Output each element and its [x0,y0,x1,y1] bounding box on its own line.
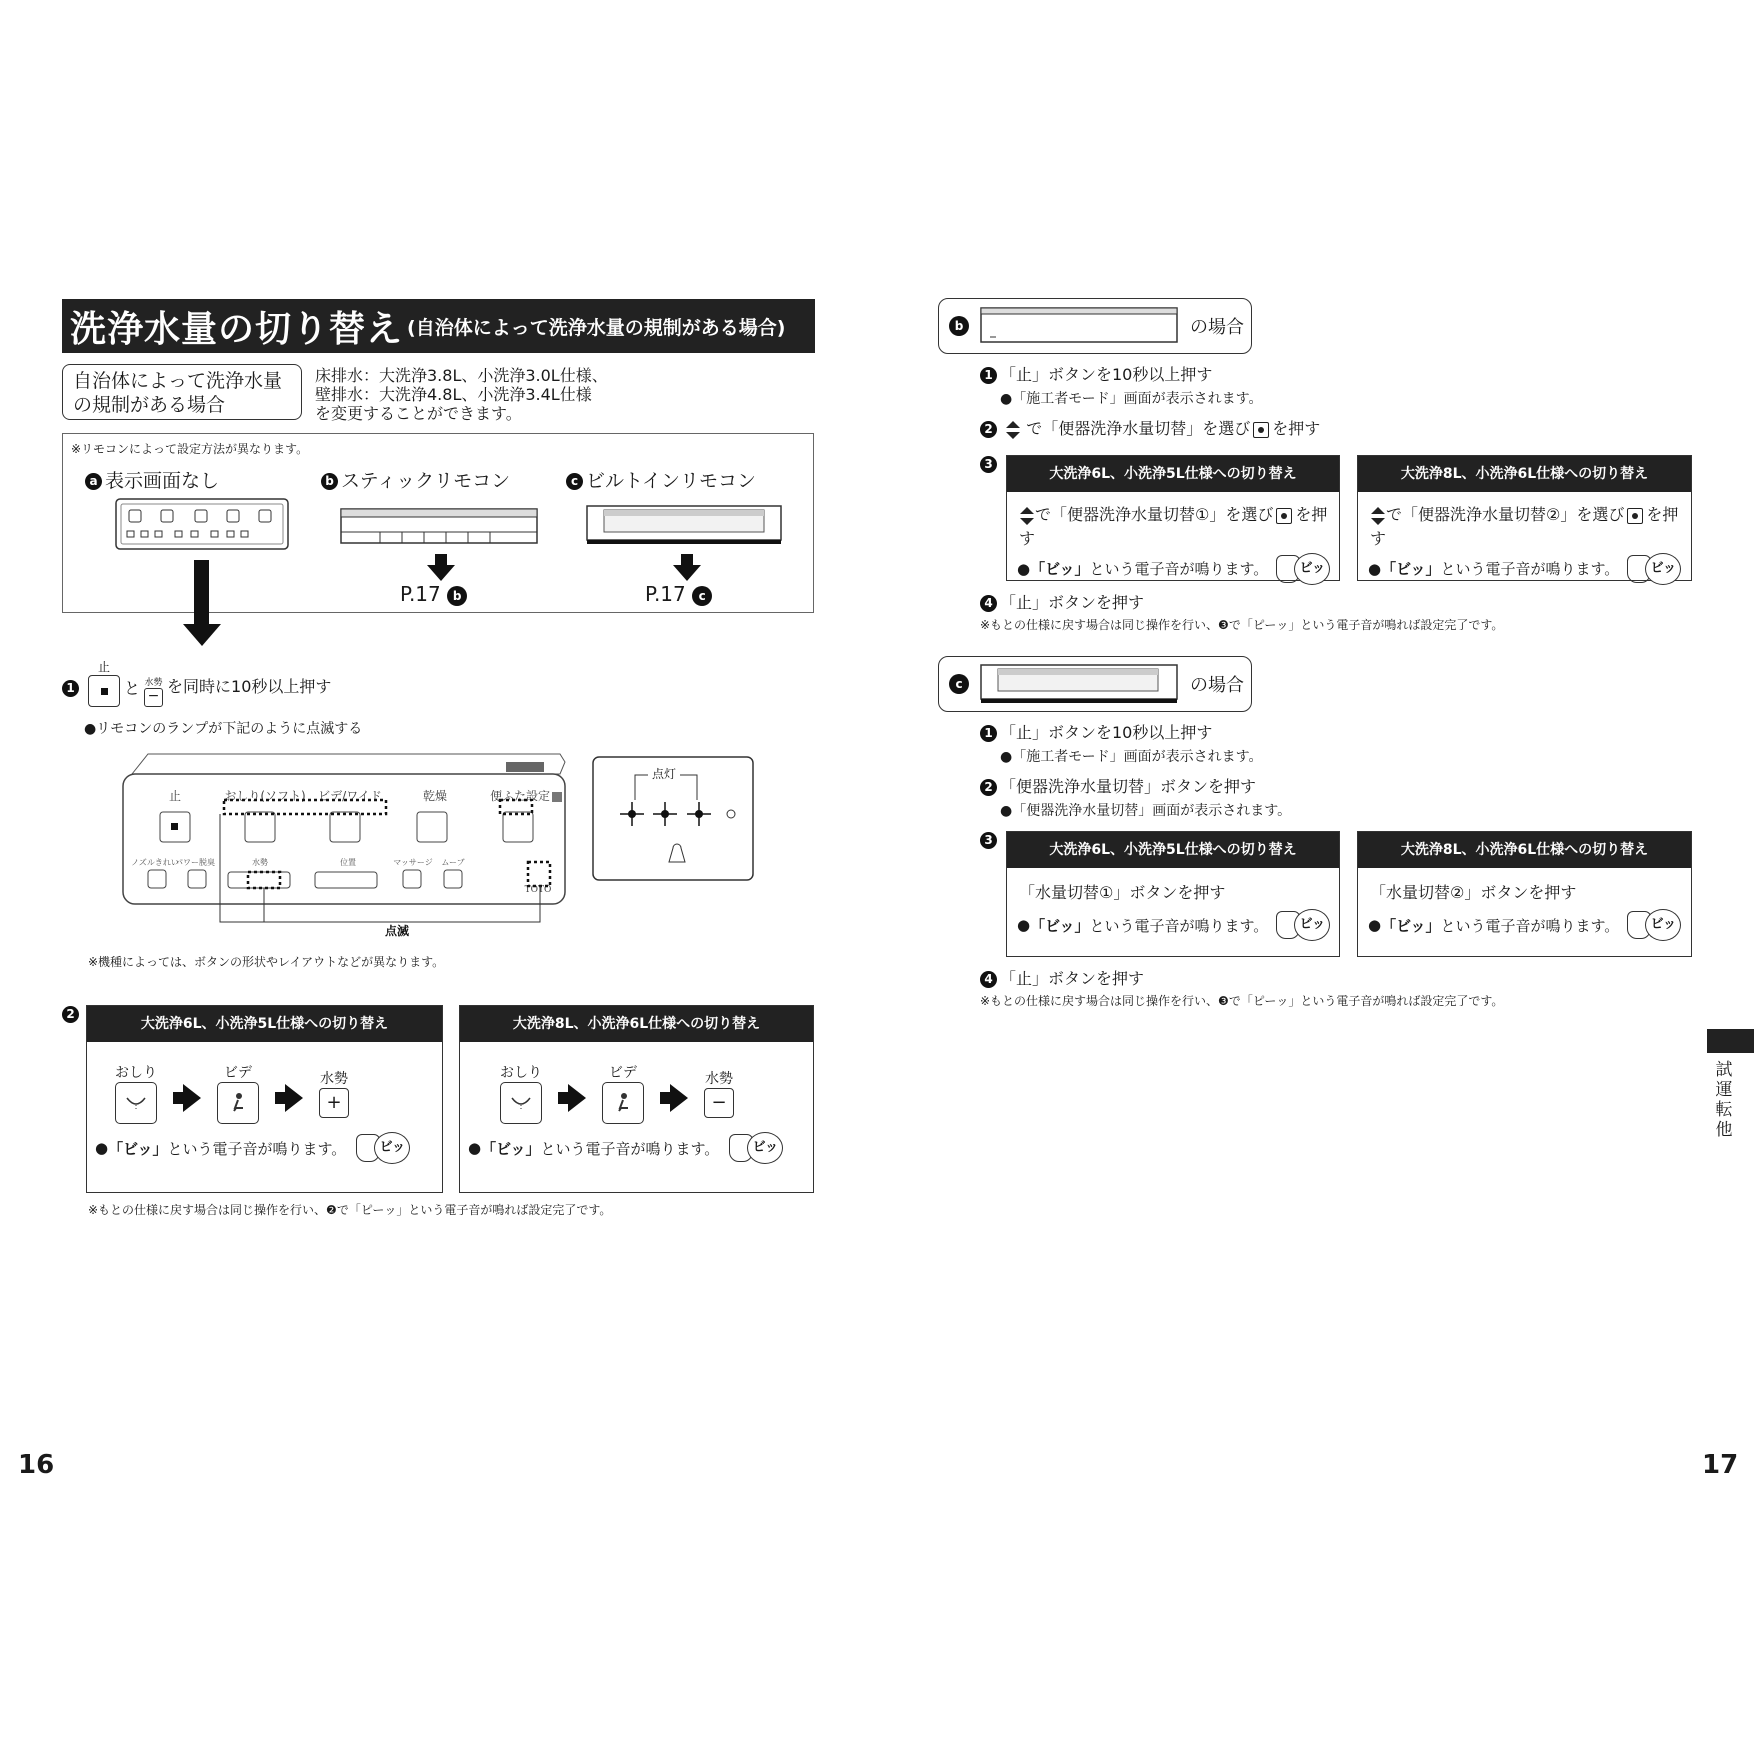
stick-remote-icon [980,307,1180,345]
step1-row [62,658,331,707]
sound-name: 「ビッ」 [1381,560,1441,578]
side-tab-marker [1707,1029,1754,1053]
seq-label: 水勢 [705,1071,733,1087]
stop-button-ref [88,658,120,707]
minus-icon: − [144,688,163,707]
badge-a: a [85,473,102,490]
sound-name: 「ビッ」 [481,1139,541,1158]
right-arrow-icon [660,1084,688,1112]
page-title: 洗浄水量の切り替え [70,308,404,350]
step-number-badge: 1 [980,367,997,384]
badge-c: c [692,586,712,606]
sound-icon: ビッ [1627,553,1681,585]
step-number-badge: 2 [980,779,997,796]
remote-type-a [85,466,219,493]
seq-step [319,1068,349,1124]
and-text: と [124,679,141,698]
stop-label: 止 [97,660,110,674]
right-arrow-icon [275,1084,303,1112]
remote-type-b [321,466,510,493]
section-c-steps [980,722,1291,822]
side-tab-char: 転 [1715,1100,1733,1120]
badge-c: c [949,674,969,694]
section-c-box-1 [1006,831,1340,957]
stop-square-icon [88,675,120,707]
box-bullet: ● 「ビッ」 という電子音が鳴ります。 ビッ [1007,549,1339,585]
right-arrow-icon [173,1084,201,1112]
minus-icon: − [704,1088,734,1118]
condition-lines [315,366,608,423]
side-tab-char: 他 [1715,1120,1733,1140]
sound-icon: ビッ [1276,553,1330,585]
remote-c-image [586,504,784,548]
section-c-note: ※もとの仕様に戻す場合は同じ操作を行い、❸で「ピーッ」という電子音が鳴れば設定完了です。 [980,994,1504,1008]
side-tab-label[interactable] [1712,1060,1736,1140]
section-c-box-2 [1357,831,1692,957]
down-arrow-icon [427,565,455,581]
seq-step [704,1068,734,1124]
remote-label: 止 [168,789,182,803]
step-number-badge: 4 [980,971,997,988]
step-row [980,418,1320,440]
section-b-box-2 [1357,455,1692,581]
box-line-text: で「便器洗浄水量切替①」を選び [1035,505,1274,524]
seq-label: ビデ [609,1065,637,1081]
remote-illustration [120,752,760,937]
sequence-row [87,1042,442,1124]
seq-step [602,1062,644,1124]
bullet-dot: ● [468,1139,482,1157]
enter-button-icon [1253,422,1269,438]
condition-line: を変更することができます。 [315,404,522,423]
enter-button-icon [1627,508,1643,524]
box-bullet [460,1124,813,1164]
model-note: ※機種によっては、ボタンの形状やレイアウトなどが異なります。 [88,955,445,969]
section-c-step4 [980,966,1144,989]
condition-line: 床排水：大洗浄3.8L、小洗浄3.0L仕様、 [315,366,608,385]
oshiri-icon [500,1082,542,1124]
bidet-icon [602,1082,644,1124]
condition-label-box [62,364,302,420]
badge-b: b [321,473,338,490]
badge-b: b [949,316,969,336]
step1-text: を同時に10秒以上押す [167,677,332,696]
page-subtitle: (自治体によって洗浄水量の規制がある場合) [407,316,786,339]
section-suffix: の場合 [1190,317,1244,338]
section-c-header [938,656,1252,712]
remote-label: おしり(ソフト) [224,789,306,803]
remote-label: 乾燥 [422,789,448,803]
bidet-icon [217,1082,259,1124]
page-number-left: 16 [18,1450,55,1480]
condition-label: 自治体によって洗浄水量の規制がある場合 [73,370,283,416]
remote-type-label: ビルトインリモコン [586,470,757,492]
remote-type-label: スティックリモコン [341,470,511,492]
seq-label: おしり [115,1065,157,1081]
sound-icon: ビッ [1627,909,1681,941]
page-ref-text: P.17 [400,582,441,606]
step-number-badge: 3 [980,456,997,473]
sound-name: 「ビッ」 [1381,916,1441,935]
condition-line: 壁排水：大洗浄4.8L、小洗浄3.4L仕様 [315,385,592,404]
remote-small-label: ノズルきれい [131,858,179,867]
seq-step [217,1062,259,1124]
step1-bullet: ●リモコンのランプが下記のように点滅する [84,721,363,737]
remote-b-image [340,508,540,548]
box-header: 大洗浄8L、小洗浄6L仕様への切り替え [1358,456,1691,492]
step-bullet: ●「施工者モード」画面が表示されます。 [1000,391,1263,407]
up-down-icon [1370,506,1386,526]
page-title-bar [62,299,815,353]
step-number-badge: 3 [980,832,997,849]
remote-type-label: 表示画面なし [105,470,220,492]
water-button-ref [144,675,163,707]
step-row [980,722,1291,744]
seq-label: おしり [500,1065,542,1081]
seq-label: ビデ [224,1065,252,1081]
box-line-text: を押す [1019,505,1328,548]
section-b-step4 [980,590,1144,613]
blink-label: 点滅 [384,924,410,937]
builtin-remote-icon [980,663,1180,705]
step-number-badge: 2 [62,1006,79,1023]
box-line-text: で「便器洗浄水量切替②」を選び [1386,505,1625,524]
box-line [1007,492,1339,549]
bullet-text: という電子音が鳴ります。 [1440,916,1620,935]
section-b-note: ※もとの仕様に戻す場合は同じ操作を行い、❸で「ピーッ」という電子音が鳴れば設定完了です。 [980,618,1504,632]
sound-name: 「ビッ」 [1030,560,1090,578]
box-header: 大洗浄6L、小洗浄5L仕様への切り替え [1007,456,1339,492]
page-ref-text: P.17 [645,582,686,606]
sound-icon: ビッ [729,1132,783,1164]
box-line-text: を押す [1370,505,1679,548]
remote-label: 便ふた設定 [489,789,551,803]
remote-label: ビデ/ワイド [318,789,382,803]
section-b-steps [980,364,1320,440]
box-bullet: ● 「ビッ」 という電子音が鳴ります。 ビッ [1358,549,1691,585]
remote-a-image [115,498,290,552]
box-header: 大洗浄6L、小洗浄5L仕様への切り替え [87,1006,442,1042]
step-text: を押す [1272,419,1321,438]
step-number-badge: 1 [62,680,79,697]
step-text: 「止」ボタンを押す [1000,969,1145,988]
arrow-stem [194,560,209,625]
bullet-text: という電子音が鳴ります。 [540,1139,720,1158]
up-down-icon [1005,420,1021,440]
up-down-icon [1019,506,1035,526]
step-row [980,364,1320,386]
step-bullet: ●「施工者モード」画面が表示されます。 [1000,749,1263,765]
seq-label: 水勢 [320,1071,348,1087]
box-bullet: ● 「ビッ」 という電子音が鳴ります。 ビッ [1007,903,1339,941]
bullet-dot: ● [95,1139,109,1157]
oshiri-icon [115,1082,157,1124]
water-label: 水勢 [144,678,163,688]
bullet-text: という電子音が鳴ります。 [1089,916,1269,935]
step-bullet: ●「便器洗浄水量切替」画面が表示されます。 [1000,803,1292,819]
plus-icon: + [319,1088,349,1118]
remote-small-label: ムーブ [441,858,465,867]
bullet-text: という電子音が鳴ります。 [167,1139,347,1158]
page-number-right: 17 [1702,1450,1739,1480]
remote-small-label: 位置 [340,858,356,867]
page-ref-c[interactable] [645,582,715,606]
sound-name: 「ビッ」 [108,1139,168,1158]
enter-button-icon [1276,508,1292,524]
step-text: で「便器洗浄水量切替」を選び [1026,419,1251,438]
step-number-badge: 1 [980,725,997,742]
step-text: 「止」ボタンを10秒以上押す [1000,365,1213,384]
sequence-row [460,1042,813,1124]
step-number-badge: 4 [980,595,997,612]
inset-label: 点灯 [651,767,677,781]
box-line: 「水量切替①」ボタンを押す [1019,883,1226,902]
box-line: 「水量切替②」ボタンを押す [1370,883,1577,902]
side-tab-char: 運 [1715,1080,1733,1100]
step2-box-1 [86,1005,443,1193]
box-header: 大洗浄6L、小洗浄5L仕様への切り替え [1007,832,1339,868]
sound-icon: ビッ [1276,909,1330,941]
remote-brand: TOTO [524,885,552,895]
step2-note: ※もとの仕様に戻す場合は同じ操作を行い、❷で「ピーッ」という電子音が鳴れば設定完了です。 [88,1203,612,1217]
section-suffix: の場合 [1190,675,1244,696]
box-header: 大洗浄8L、小洗浄6L仕様への切り替え [460,1006,813,1042]
seq-step [500,1062,542,1124]
remote-types-panel [62,433,814,613]
box-line [1358,492,1691,549]
box-bullet [87,1124,442,1164]
badge-c: c [566,473,583,490]
step-number-badge: 2 [980,421,997,438]
page-ref-b[interactable] [400,582,470,606]
bullet-text: という電子音が鳴ります。 [1440,560,1620,578]
badge-b: b [447,586,467,606]
step-text: 「止」ボタンを10秒以上押す [1000,723,1213,742]
remote-small-label: マッサージ [393,858,433,867]
remote-small-label: 水勢 [252,858,268,867]
section-b-header [938,298,1252,354]
step-text: 「止」ボタンを押す [1000,593,1145,612]
remote-type-c [566,466,756,493]
step-text: 「便器洗浄水量切替」ボタンを押す [1000,777,1257,796]
box-bullet: ● 「ビッ」 という電子音が鳴ります。 ビッ [1358,903,1691,941]
remote-note: ※リモコンによって設定方法が異なります。 [71,442,309,456]
sound-name: 「ビッ」 [1030,916,1090,935]
sound-icon: ビッ [356,1132,410,1164]
remote-small-label: パワー脱臭 [175,858,215,867]
bullet-text: という電子音が鳴ります。 [1089,560,1269,578]
right-arrow-icon [558,1084,586,1112]
side-tab-char: 試 [1715,1060,1733,1080]
step-row [980,776,1291,798]
box-header: 大洗浄8L、小洗浄6L仕様への切り替え [1358,832,1691,868]
down-arrow-icon [673,565,701,581]
section-b-box-1 [1006,455,1340,581]
seq-step [115,1062,157,1124]
step2-box-2 [459,1005,814,1193]
down-arrow-icon [183,624,221,646]
